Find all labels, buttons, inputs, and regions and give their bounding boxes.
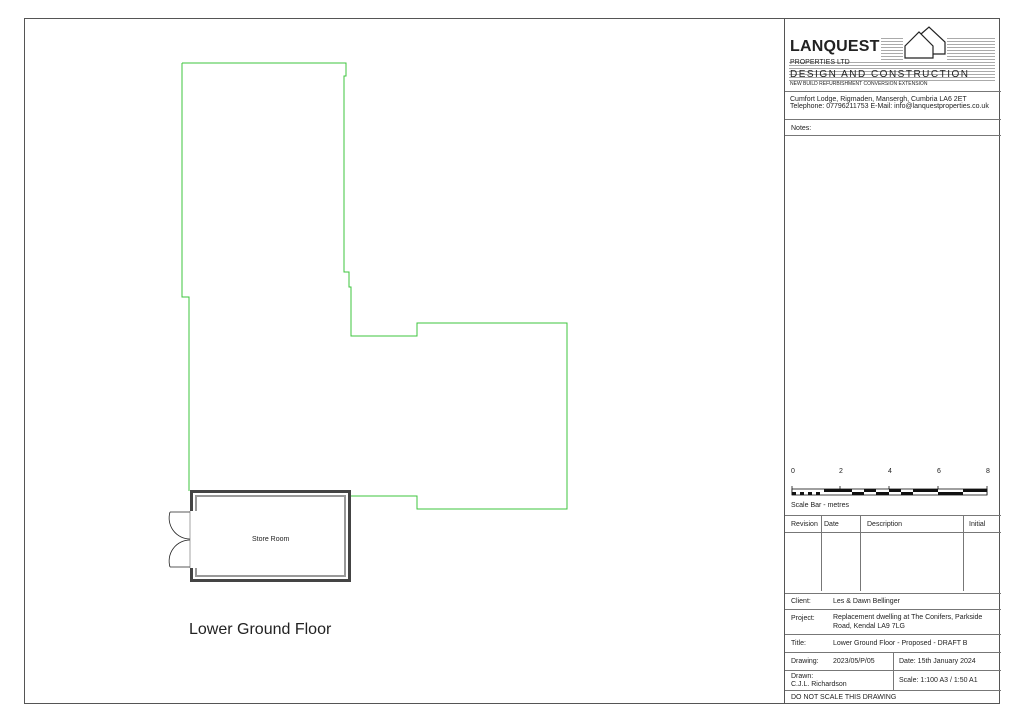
title-value: Lower Ground Floor - Proposed - DRAFT B	[833, 640, 968, 647]
company-suffix: PROPERTIES LTD	[790, 59, 850, 66]
revision-header: Date	[824, 521, 839, 528]
building-outline	[182, 63, 567, 509]
drawn-row	[785, 670, 1001, 690]
house-logo-icon	[903, 24, 947, 60]
drawing-label: Drawing:	[791, 658, 819, 665]
scale-value: Scale: 1:100 A3 / 1:50 A1	[899, 677, 978, 684]
do-not-scale-note: DO NOT SCALE THIS DRAWING	[791, 694, 897, 701]
revision-header: Description	[867, 521, 903, 528]
scale-bar	[791, 468, 991, 500]
revision-table	[785, 515, 1001, 591]
company-contact: Telephone: 07796211753 E-Mail: info@lanquestproperties.co.uk	[790, 103, 989, 110]
project-row	[785, 609, 1001, 633]
client-label: Client:	[791, 598, 811, 605]
company-address: Cumfort Lodge, Rigmaden, Mansergh, Cumbria LA6 2ET	[790, 96, 967, 103]
store-room-double-door	[169, 511, 190, 568]
scale-tick-label: 8	[986, 468, 990, 475]
scale-tick-label: 0	[791, 468, 795, 475]
drawing-date: Date: 15th January 2024	[899, 658, 976, 665]
drawing-number: 2023/05/P/05	[833, 658, 875, 665]
scale-bar-caption: Scale Bar - metres	[791, 502, 849, 509]
scale-tick-label: 6	[937, 468, 941, 475]
project-label: Project:	[791, 615, 815, 622]
client-value: Les & Dawn Bellinger	[833, 598, 900, 605]
company-tagline: NEW BUILD REFURBISHMENT CONVERSION EXTENSION	[790, 81, 928, 87]
revision-header: Initial	[969, 521, 986, 528]
notes-label: Notes:	[791, 125, 812, 132]
footer-row	[785, 690, 1001, 704]
title-block	[784, 18, 1000, 704]
drawn-value: C.J.L. Richardson	[791, 681, 847, 688]
title-label: Title:	[791, 640, 806, 647]
scale-tick-label: 2	[839, 468, 843, 475]
store-room-label: Store Room	[252, 536, 290, 543]
client-row	[785, 593, 1001, 609]
revision-header: Revision	[791, 521, 818, 528]
title-row	[785, 634, 1001, 652]
drawing-row	[785, 652, 1001, 670]
address-row	[785, 91, 1001, 115]
company-name: LANQUEST	[790, 38, 880, 55]
scale-bar-graphic	[791, 476, 991, 496]
drawn-label: Drawn:	[791, 673, 814, 680]
project-value-line1: Replacement dwelling at The Conifers, Parkside	[833, 614, 983, 621]
project-value-line2: Road, Kendal LA9 7LG	[833, 623, 905, 630]
floor-title: Lower Ground Floor	[189, 621, 332, 638]
notes-row	[785, 119, 1001, 135]
scale-tick-label: 4	[888, 468, 892, 475]
company-line: DESIGN AND CONSTRUCTION	[790, 69, 970, 80]
